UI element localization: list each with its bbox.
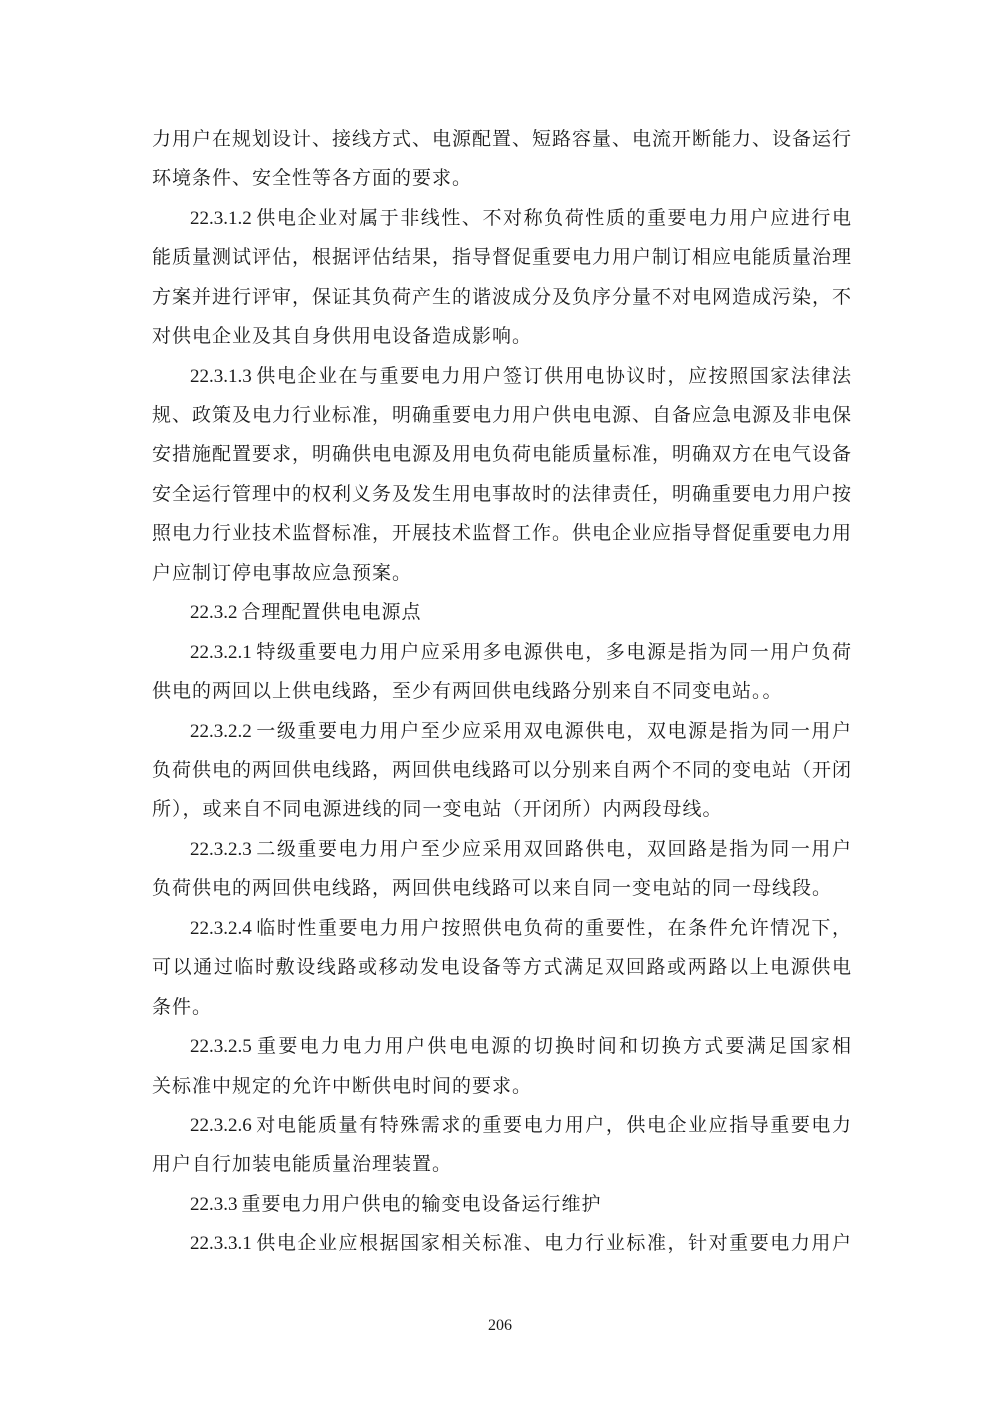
section-number: 22.3.3: [190, 1194, 238, 1215]
clause-number: 22.3.1.2: [190, 208, 252, 229]
clause-22-3-2-3: 22.3.2.3 二级重要电力用户至少应采用双回路供电，双回路是指为同一用户: [190, 838, 852, 860]
text-line: 能质量测试评估，根据评估结果，指导督促重要电力用户制订相应电能质量治理: [152, 246, 853, 268]
clause-number: 22.3.2.1: [190, 642, 252, 663]
clause-number: 22.3.2.5: [190, 1036, 252, 1057]
text-line: 所），或来自不同电源进线的同一变电站（开闭所）内两段母线。: [152, 798, 723, 820]
clause-22-3-2-6: 22.3.2.6 对电能质量有特殊需求的重要电力用户，供电企业应指导重要电力: [190, 1114, 852, 1136]
text-line: 对供电企业及其自身供用电设备造成影响。: [152, 325, 533, 347]
text-line: 安措施配置要求，明确供电电源及用电负荷电能质量标准，明确双方在电气设备: [152, 443, 853, 465]
page-number: 206: [488, 1317, 512, 1334]
clause-22-3-3-1: 22.3.3.1 供电企业应根据国家相关标准、电力行业标准，针对重要电力用户: [190, 1232, 852, 1254]
clause-22-3-2-1: 22.3.2.1 特级重要电力用户应采用多电源供电，多电源是指为同一用户负荷: [190, 641, 852, 663]
text-line: 照电力行业技术监督标准，开展技术监督工作。供电企业应指导督促重要电力用: [152, 522, 853, 544]
section-heading-22-3-3: 22.3.3 重要电力用户供电的输变电设备运行维护: [190, 1193, 602, 1215]
section-number: 22.3.2: [190, 602, 238, 623]
clause-22-3-2-5: 22.3.2.5 重要电力电力用户供电电源的切换时间和切换方式要满足国家相: [190, 1035, 852, 1057]
text-line: 关标准中规定的允许中断供电时间的要求。: [152, 1075, 533, 1097]
text-line: 供电的两回以上供电线路，至少有两回供电线路分别来自不同变电站。。: [152, 680, 783, 702]
text-line: 户应制订停电事故应急预案。: [152, 562, 413, 584]
text-line: 力用户在规划设计、接线方式、电源配置、短路容量、电流开断能力、设备运行: [152, 128, 853, 150]
text-line: 负荷供电的两回供电线路，两回供电线路可以分别来自两个不同的变电站（开闭: [152, 759, 853, 781]
clause-number: 22.3.1.3: [190, 366, 252, 387]
clause-number: 22.3.2.6: [190, 1115, 252, 1136]
clause-22-3-2-2: 22.3.2.2 一级重要电力用户至少应采用双电源供电，双电源是指为同一用户: [190, 720, 852, 742]
clause-number: 22.3.2.3: [190, 839, 252, 860]
clause-number: 22.3.2.4: [190, 918, 252, 939]
clause-22-3-2-4: 22.3.2.4 临时性重要电力用户按照供电负荷的重要性，在条件允许情况下，: [190, 917, 852, 939]
clause-22-3-1-3: 22.3.1.3 供电企业在与重要电力用户签订供用电协议时，应按照国家法律法: [190, 365, 852, 387]
text-line: 安全运行管理中的权利义务及发生用电事故时的法律责任，明确重要电力用户按: [152, 483, 853, 505]
clause-22-3-1-2: 22.3.1.2 供电企业对属于非线性、不对称负荷性质的重要电力用户应进行电: [190, 207, 852, 229]
text-line: 规、政策及电力行业标准，明确重要电力用户供电电源、自备应急电源及非电保: [152, 404, 853, 426]
text-line: 方案并进行评审，保证其负荷产生的谐波成分及负序分量不对电网造成污染，不: [152, 286, 853, 308]
text-line: 负荷供电的两回供电线路，两回供电线路可以来自同一变电站的同一母线段。: [152, 877, 833, 899]
text-line: 用户自行加装电能质量治理装置。: [152, 1153, 453, 1175]
clause-number: 22.3.3.1: [190, 1233, 252, 1254]
text-line: 条件。: [152, 996, 213, 1018]
text-line: 可以通过临时敷设线路或移动发电设备等方式满足双回路或两路以上电源供电: [152, 956, 852, 978]
section-heading-22-3-2: 22.3.2 合理配置供电电源点: [190, 601, 422, 623]
text-line: 环境条件、安全性等各方面的要求。: [152, 167, 473, 189]
clause-number: 22.3.2.2: [190, 721, 252, 742]
